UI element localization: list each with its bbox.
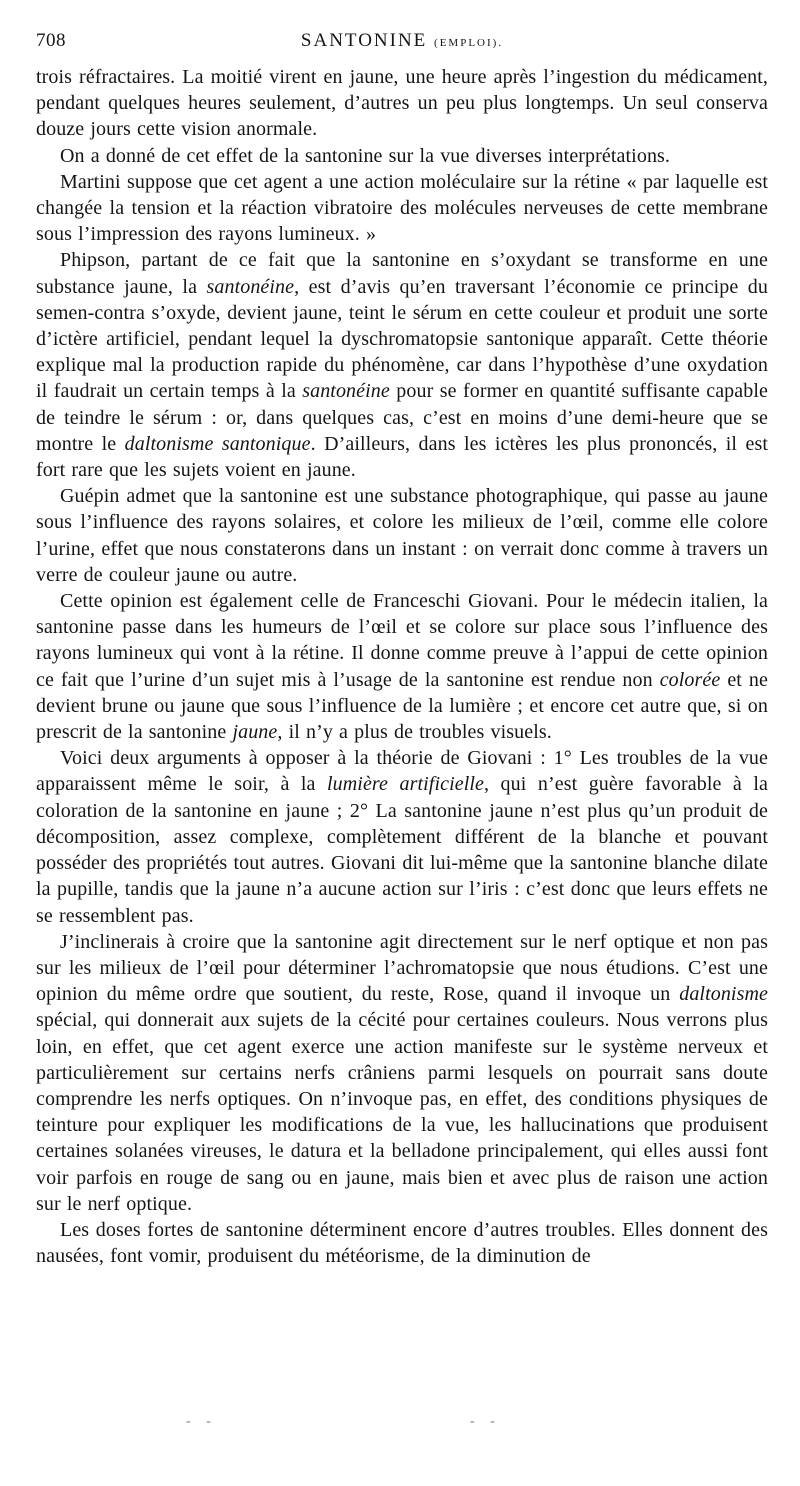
paragraph: [36, 143, 768, 169]
paragraph-text: Cette opinion est également celle de Franceschi Giovani. Pour le médecin italien, la santonine passe dans les humeurs de l’œil et se colore sur place sous l’influence des rayons lumineux qui vont à la rétine. Il donne comme preuve à l’appui de cette opinion ce fait que l’urine d’un sujet mis à l’usage de la santonine est rendue non: [36, 590, 768, 691]
paragraph-text: Martini suppose que cet agent a une action moléculaire sur la rétine « par laquelle est changée la tension et la réaction vibratoire des molécules nerveuses de cette membrane sous l’impression des rayons lumineux. »: [36, 170, 768, 246]
italic-text: santonéine: [206, 275, 295, 298]
running-title-main: SANTONINE: [300, 30, 428, 51]
paragraph-text: , il n’y a plus de troubles visuels.: [277, 721, 552, 744]
italic-text: lumière artificielle: [326, 773, 484, 796]
italic-text: colorée: [659, 668, 721, 691]
running-title: [96, 30, 768, 52]
paragraph-text: . D’ailleurs, dans les ictères les plus prononcés, il est fort rare que les sujets voient en jaune.: [36, 432, 768, 482]
paragraph: [36, 1217, 768, 1269]
paragraph: [36, 169, 768, 248]
paragraph-text: , qui n’est guère favorable à la coloration de la santonine en jaune ; 2° La santonine jaune n’est plus qu’un produit de décomposition, assez complexe, complètement différent de la blanche et pouvant posséder des propriétés tout autres. Giovani dit lui-même que la santonine blanche dilate la pupille, tandis que la jaune n’a aucune action sur l’iris : c’est donc que leurs effets ne se ressemblent pas.: [36, 773, 768, 927]
body-text: [36, 64, 768, 1269]
paragraph-text: J’inclinerais à croire que la santonine agit directement sur le nerf optique et non pas sur les milieux de l’œil pour déterminer l’achromatopsie que nous étudions. C’est une opinion du même ordre que soutient, du reste, Rose, quand il invoque un: [36, 930, 768, 1006]
paragraph: [36, 64, 768, 143]
italic-text: santonéine: [302, 380, 390, 403]
paragraph-text: et ne devient brune ou jaune que sous l’influence de la lumière ; et encore cet autre que, si on prescrit de la santonine: [36, 668, 768, 744]
paragraph-text: Phipson, partant de ce fait que la santonine en s’oxydant se transforme en une substance jaune, la: [36, 249, 768, 298]
paragraph-text: On a donné de cet effet de la santonine sur la vue diverses interprétations.: [60, 144, 671, 167]
book-page: [36, 30, 768, 1269]
italic-text: daltonisme: [679, 983, 768, 1006]
paragraph: [36, 588, 768, 745]
italic-text: jaune: [232, 721, 278, 744]
italic-text: daltonisme santonique: [124, 432, 311, 455]
paragraph-text: spécial, qui donnerait aux sujets de la cécité pour certaines couleurs. Nous verrons plus loin, en effet, que cet agent exerce une action manifeste sur le système nerveux et particulièrement sur certains nerfs crâniens parmi lesquels on pourrait sans doute comprendre les nerfs optiques. On n’invoque pas, en effet, des conditions physiques de teinture pour expliquer les modifications de la vue, les hallucinations que produisent certaines solanées vireuses, le datura et la belladone principalement, qui elles aussi font voir parfois en rouge de sang ou en jaune, mais bien et avec plus de raison une action sur le nerf optique.: [36, 1009, 768, 1215]
page-number: 708: [36, 30, 66, 51]
paragraph: [36, 483, 768, 588]
running-header: [36, 30, 768, 64]
paragraph-text: trois réfractaires. La moitié virent en jaune, une heure après l’ingestion du médicament, pendant quelques heures seulement, d’autres un peu plus longtemps. Un seul conserva douze jours cette vision anormale.: [36, 66, 768, 141]
paragraph: [36, 247, 768, 483]
paragraph-text: , est d’avis qu’en traversant l’économie ce principe du semen-contra s’oxyde, devient jaune, teint le sérum en cette couleur et produit une sorte d’ictère artificiel, pendant lequel la dyschromatopsie santonique apparaît. Cette théorie explique mal la production rapide du phénomène, car dans l’hypothèse d’une oxydation il faudrait un certain temps à la: [36, 275, 768, 403]
paragraph-text: Les doses fortes de santonine déterminent encore d’autres troubles. Elles donnent des nausées, font vomir, produisent du météorisme, de la diminution de: [36, 1218, 768, 1268]
paragraph-text: Guépin admet que la santonine est une substance photographique, qui passe au jaune sous l’influence des rayons solaires, et colore les milieux de l’œil, comme elle colore l’urine, effet que nous constaterons dans un instant : on verrait donc comme à travers un verre de couleur jaune ou autre.: [36, 485, 768, 586]
running-title-sub: (EMPLOI).: [434, 37, 504, 49]
paragraph: [36, 745, 768, 928]
paragraph: [36, 929, 768, 1217]
paragraph-text: pour se former en quantité suffisante capable de teindre le sérum : or, dans quelques cas, c’est en moins d’une demi-heure que se montre le: [36, 380, 768, 455]
paragraph-text: Voici deux arguments à opposer à la théorie de Giovani : 1° Les troubles de la vue apparaissent même le soir, à la: [36, 747, 768, 796]
